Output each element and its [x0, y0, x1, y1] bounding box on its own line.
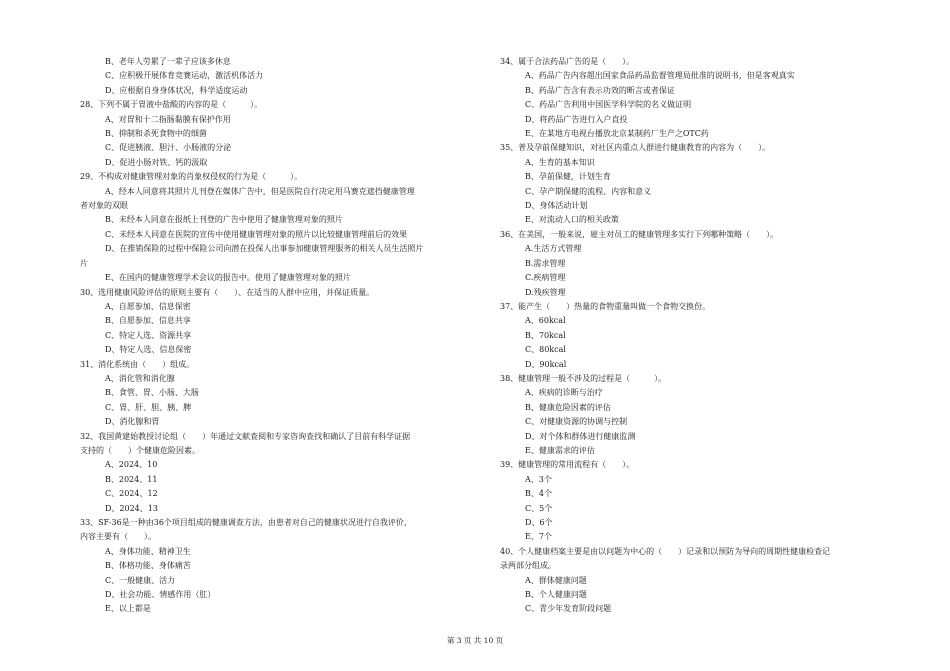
right-column [500, 55, 910, 617]
page-footer: 第 3 页 共 10 页 [446, 636, 504, 645]
answer-option: C、促进胰液、胆汁、小肠液的分泌 [105, 143, 232, 153]
answer-option: A、生育的基本知识 [525, 157, 595, 167]
answer-option: A、群体健康问题 [525, 575, 587, 585]
answer-option: D、促进小肠对铁、钙的汲取 [105, 157, 208, 167]
question-text: 32、我国黄建始教授讨论组（ ）年通过文献查阅和专家咨询查找和确认了目前有科学证据 [80, 431, 411, 441]
answer-option: C、对健康资源的协调与控制 [525, 417, 628, 427]
answer-option: E、在某地方电视台播放北京某制药厂生产之OTC药 [525, 129, 709, 139]
question-continuation: 支持的（ ）个健康危险因素。 [80, 445, 200, 455]
answer-option: B、食管、胃、小肠、大肠 [105, 388, 199, 398]
answer-option: D.残疾管理 [525, 287, 566, 297]
answer-option: C、特定人选、资源共享 [105, 330, 192, 340]
answer-option: D、消化腺和胃 [105, 417, 160, 427]
answer-option: D、社会功能、情感作用（肛） [105, 590, 216, 600]
answer-option: D、2024、13 [105, 503, 158, 513]
question-text: 33、SF-36是一种由36个项目组成的健康调查方法，由患者对自己的健康状况进行自我评价， [80, 518, 412, 527]
question-text: 39、健康管理的常用流程有（ ）。 [500, 460, 635, 470]
question-text: 38、健康管理一般不涉及的过程是（ ）。 [500, 373, 667, 383]
answer-option: D、将药品广告进行入户直投 [525, 114, 628, 124]
question-continuation: 录两部分组成。 [500, 561, 556, 571]
question-text: 34、属于合法药品广告的是（ ）。 [500, 57, 635, 66]
answer-option: A、疾病的诊断与治疗 [525, 388, 603, 398]
question-continuation: 者对象的双眼 [80, 201, 128, 211]
answer-option: C、未经本人同意在医院的宣传中使用健康管理对象的照片以比较健康管理前后的效果 [105, 229, 408, 239]
answer-option: C、一般健康、活力 [105, 575, 176, 585]
answer-option: D、对个体和群体进行健康监测 [525, 431, 636, 441]
question-continuation: 内容主要有（ ）。 [80, 532, 156, 542]
answer-option: D、身体活动计划 [525, 201, 588, 211]
answer-option: B、健康危险因素的评估 [525, 402, 611, 412]
answer-option: D、90kcal [525, 359, 567, 369]
answer-option: B、未经本人同意在报纸上刊登的广告中使用了健康管理对象的照片 [105, 215, 343, 225]
question-text: 37、能产生（ ）热量的食物重量叫做一个食物交换份。 [500, 301, 711, 311]
answer-option: C、80kcal [525, 345, 566, 355]
answer-option: C、胃、肝、胆、胰、脾 [105, 402, 192, 412]
answer-option: E、在国内的健康管理学术会议的报告中。使用了健康管理对象的照片 [105, 273, 351, 283]
answer-option: A、身体功能、精神卫生 [105, 546, 191, 556]
question-text: 40、个人健康档案主要是由以问题为中心的（ ）记录和以预防为导向的周期性健康检查记 [500, 546, 831, 556]
left-column [80, 55, 490, 617]
answer-option: B、老年人劳累了一辈子应该多休息 [105, 57, 231, 66]
answer-option: B、2024、11 [105, 474, 158, 484]
answer-option: E、7个 [525, 532, 552, 542]
question-text: 35、普及孕前保健知识，对社区内重点人群进行健康教育的内容为（ ）。 [500, 143, 771, 153]
answer-option: A、自愿参加、信息保密 [105, 301, 191, 311]
answer-option: A、3个 [525, 474, 552, 484]
question-text: 30、选用健康风险评估的原则主要有（ ）、在适当的人群中应用，并保证质量。 [80, 287, 375, 297]
answer-option: B、体格功能、身体痛苦 [105, 561, 191, 571]
answer-option: C、药品广告利用中国医学科学院的名义做证明 [525, 100, 692, 110]
answer-option: E、健康需求的评估 [525, 445, 595, 455]
question-text: 29、不构成对健康管理对象的肖象权侵权的行为是（ ）。 [80, 172, 303, 182]
answer-option: B、70kcal [525, 330, 566, 340]
answer-option: A、经本人同意将其照片儿刊登在媒体广告中，但是医院自行决定用马赛克遮挡健康管理 [105, 186, 415, 196]
answer-option: E、对流动人口的相关政策 [525, 215, 619, 225]
answer-option: C、应积极开展体育竞赛运动，激活机体活力 [105, 71, 264, 81]
question-continuation: 片 [80, 258, 88, 268]
answer-option: B、抑制和杀死食物中的细菌 [105, 129, 207, 139]
answer-option: B、4个 [525, 489, 552, 499]
answer-option: C、2024、12 [105, 489, 158, 499]
answer-option: B、药品广告含有表示功效的断言或者保证 [525, 85, 675, 95]
answer-option: B.需求管理 [525, 258, 566, 268]
answer-option: C、孕产期保健的流程、内容和意义 [525, 186, 652, 196]
answer-option: B、个人健康问题 [525, 590, 587, 600]
answer-option: A、消化管和消化腺 [105, 373, 175, 383]
question-text: 31、消化系统由（ ）组成。 [80, 359, 195, 369]
answer-option: A、对胃和十二指肠黏膜有保护作用 [105, 114, 231, 124]
answer-option: D、在推销保险的过程中保险公司向潜在投保人出事参加健康管理服务的相关人员生活照片 [105, 244, 424, 254]
answer-option: A.生活方式管理 [525, 244, 582, 254]
answer-option: C、青少年发育阶段问题 [525, 604, 612, 614]
answer-option: E、以上都是 [105, 604, 151, 614]
answer-option: C.疾病管理 [525, 273, 566, 283]
question-text: 36、在美国，一般来说，雇主对员工的健康管理多实行下列哪种策略（ ）。 [500, 229, 779, 239]
answer-option: A、2024、10 [105, 460, 158, 470]
answer-option: C、5个 [525, 503, 553, 513]
answer-option: A、60kcal [525, 316, 566, 326]
answer-option: A、药品广告内容超出国家食品药品监督管理局批准的说明书，但是客观真实 [525, 71, 795, 81]
answer-option: D、6个 [525, 518, 553, 527]
answer-option: B、孕前保健，计划生育 [525, 172, 611, 182]
question-text: 28、下列不属于胃液中盐酸的内容的是（ ）。 [80, 100, 263, 110]
answer-option: D、特定人选、信息保密 [105, 345, 192, 355]
answer-option: D、应根据自身身体状况，科学适度运动 [105, 85, 248, 95]
answer-option: B、自愿参加、信息共享 [105, 316, 191, 326]
